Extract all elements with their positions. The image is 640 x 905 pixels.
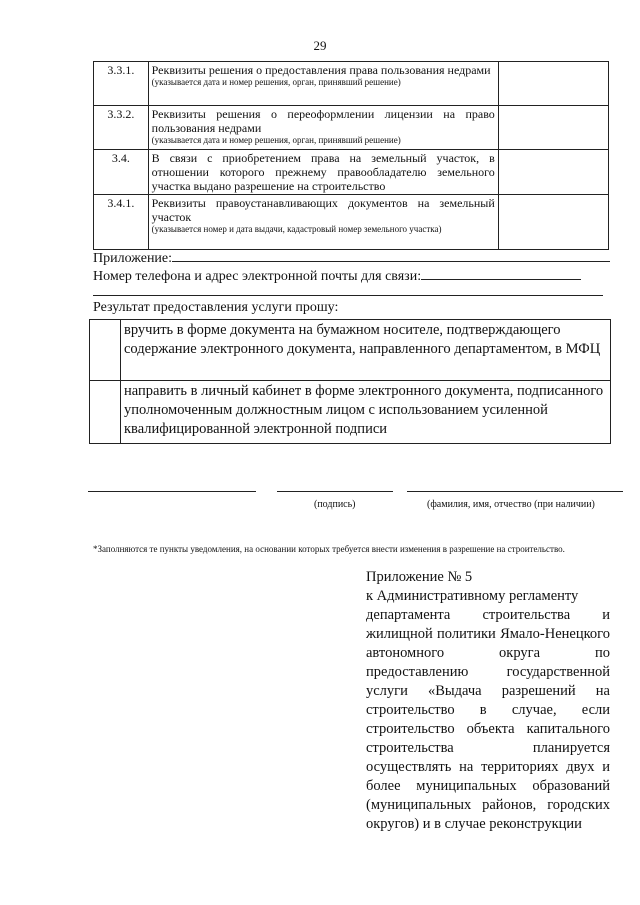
row-description: Реквизиты правоустанавливающих документов на земельный участок [151,196,495,224]
requisites-table [93,61,609,250]
signature-line[interactable] [277,491,393,492]
contact-field[interactable] [421,267,581,280]
appendix-body: департамента строительства и жилищной политики Ямало-Ненецкого автономного округа по предоставлению государственной услуги «Выдача разрешений на строительство в случае, если строительство объекта капитального строительства планируется осуществлять на территориях двух и более муниципальных образований (муниципальных районов, городских округов) и в случае реконструкции [366,607,610,832]
full-name-line[interactable] [407,491,623,492]
row-number: 3.4. [94,150,149,195]
row-note: (указывается дата и номер решения, орган, принявший решение) [151,77,401,87]
full-name-caption: (фамилия, имя, отчество (при наличии) [427,499,595,510]
table-row [94,195,609,250]
attachment-label: Приложение: [93,251,173,266]
table-row [94,62,609,106]
position-line[interactable] [88,491,256,492]
row-number: 3.3.1. [94,62,149,106]
table-row [94,106,609,150]
attachment-field[interactable] [172,249,610,262]
row-note: (указывается дата и номер решения, орган, принявший решение) [151,135,401,145]
value-cell[interactable] [498,62,608,106]
row-text [148,150,498,195]
contact-line [93,267,581,285]
appendix-reference: к Административному регламенту [366,588,579,604]
row-description: Реквизиты решения о переоформлении лицензии на право пользования недрами [151,107,495,135]
option-checkbox[interactable] [90,320,121,381]
row-number: 3.4.1. [94,195,149,250]
option-text: направить в личный кабинет в форме электронного документа, подписанного уполномоченным должностным лицом с использованием усиленной квалифицированной электронной подписи [121,381,611,444]
result-options-table [89,319,611,444]
attachment-line [93,249,610,267]
row-text [148,195,498,250]
contact-field-continuation[interactable] [93,295,603,296]
table-row [94,150,609,195]
option-row [90,381,611,444]
appendix-header [366,568,610,834]
row-text [148,106,498,150]
option-checkbox[interactable] [90,381,121,444]
row-description: Реквизиты решения о предоставления права пользования недрами [151,63,491,77]
value-cell[interactable] [498,150,608,195]
appendix-title: Приложение № 5 [366,569,473,585]
row-text [148,62,498,106]
option-text: вручить в форме документа на бумажном носителе, подтверждающего содержание электронного документа, направленного департаментом, в МФЦ [121,320,611,381]
row-note: (указывается номер и дата выдачи, кадастровый номер земельного участка) [151,224,442,234]
value-cell[interactable] [498,106,608,150]
signature-caption: (подпись) [314,499,356,510]
option-row [90,320,611,381]
result-label: Результат предоставления услуги прошу: [93,300,339,315]
row-number: 3.3.2. [94,106,149,150]
page-number: 29 [313,38,327,53]
row-description: В связи с приобретением права на земельный участок, в отношении которого прежнему правообладателю земельного участка выдано разрешение на строительство [151,151,495,193]
footnote: *Заполняются те пункты уведомления, на основании которых требуется внести изменения в разрешение на строительство. [93,544,565,554]
value-cell[interactable] [498,195,608,250]
contact-label: Номер телефона и адрес электронной почты для связи: [93,269,422,284]
